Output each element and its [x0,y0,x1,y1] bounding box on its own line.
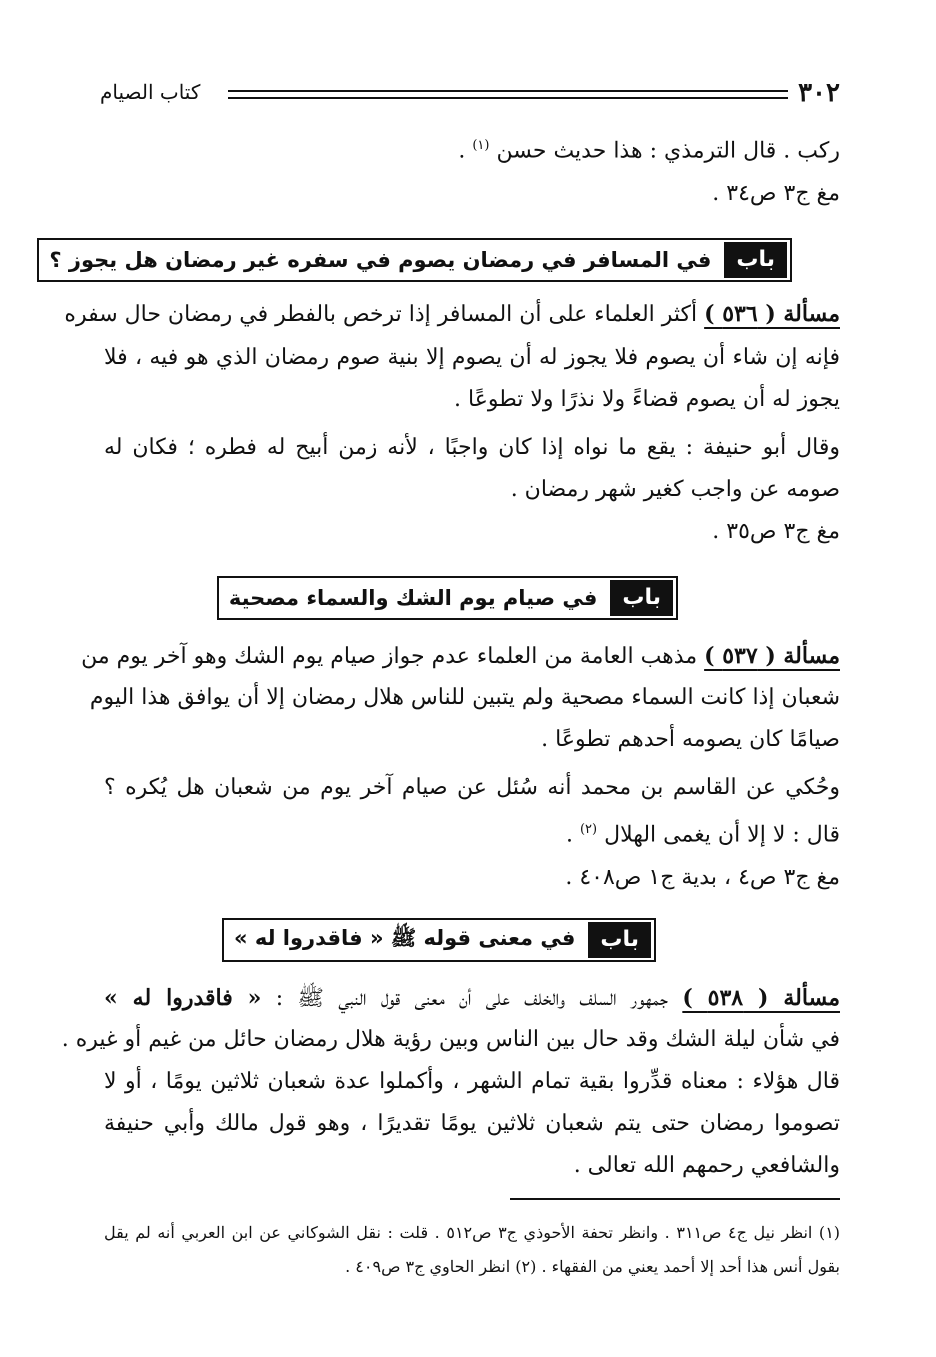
masala-536-line-3: يجوز له أن يصوم قضاءً ولا نذرًا ولا تطوعًا . [454,387,840,412]
chapter-heading-3 [222,918,656,962]
bab-label: باب [610,580,673,616]
qasim-end: . [565,822,573,848]
masala-label: مسألة ( ٥٣٧ ) [704,643,840,669]
masala-538-line-2: في شأن ليلة الشك وقد حال بين الناس وبين رؤية هلال رمضان حائل من غيم أو غيره . [61,1027,840,1052]
chapter-heading-1 [37,238,792,282]
masala-538-line-3: قال هؤلاء : معناه قدِّروا بقية تمام الشهر ، وأكملوا عدة شعبان ثلاثين يومًا ، أو لا [104,1069,840,1094]
intro-line [104,128,840,169]
bab-title: في صيام يوم الشك والسماء مصحية [228,586,598,610]
masala-536-line-2: فإنه إن شاء أن يصوم فلا يجوز له أن يصوم إلا بنية صوم رمضان الذي هو فيه ، فلا [104,345,840,370]
masala-537-line-1 [81,638,840,675]
bab-label: باب [588,922,651,958]
section2-ref: مغ ج٣ ص٤ ، بدية ج١ ص٤٠٨ . [565,865,840,890]
intro-ref: مغ ج٣ ص٣٤ . [712,181,840,206]
chapter-heading-2 [217,576,678,620]
masala-538-line-4: تصوموا رمضان حتى يتم شعبان ثلاثين يومًا تقديرًا ، وهو قول مالك وأبي حنيفة [104,1111,840,1136]
page-number: ٣٠٢ [798,78,840,108]
footnote-line-1: (١) انظر نيل ج٤ ص٣١١ . وانظر تحفة الأحوذي ج٣ ص٥١٢ . قلت : نقل الشوكاني عن ابن العربي أنه لم يقل [104,1223,841,1242]
bab-label: باب [724,242,787,278]
qasim-line-1: وحُكي عن القاسم بن محمد أنه سُئل عن صيام آخر يوم من شعبان هل يُكره ؟ [104,775,840,800]
intro-text: ركب . قال الترمذي : هذا حديث حسن [496,138,840,164]
footnote-marker-1[interactable]: (١) [472,138,490,153]
masala-538-line-5: والشافعي رحمهم الله تعالى . [573,1153,840,1178]
masala-text: أكثر العلماء على أن المسافر إذا ترخص بالفطر في رمضان حال سفره [64,302,698,327]
running-title: كتاب الصيام [100,80,201,104]
bab-title: في معنى قوله ﷺ « فاقدروا له » [233,925,576,950]
footnote-separator [510,1198,840,1200]
header-double-rule [228,90,788,99]
abu-hanifa-line-1: وقال أبو حنيفة : يقع ما نواه إذا كان واجبًا ، لأنه زمن أبيح له فطره ؛ فكان له [104,435,840,460]
masala-label: مسألة ( ٥٣٨ ) [682,985,840,1011]
masala-label: مسألة ( ٥٣٦ ) [704,301,840,327]
masala-538-line-1 [104,980,840,1017]
abu-hanifa-line-2: صومه عن واجب كغير شهر رمضان . [510,477,840,502]
footnote-line-2: بقول أنس هذا أحد إلا أحمد يعني من الفقهاء . (٢) انظر الحاوي ج٣ ص٤٠٩ . [345,1257,840,1276]
qasim-text: قال : لا إلا أن يغمى الهلال [604,822,840,848]
masala-text: مذهب العامة من العلماء عدم جواز صيام يوم الشك وهو آخر يوم من [81,644,698,669]
masala-text: جمهور السلف والخلف على أن معنى قول النبي ﷺ : [275,986,669,1011]
masala-536-line-1 [64,296,840,333]
hadith-quote: « فاقدروا له » [104,985,262,1011]
section1-ref: مغ ج٣ ص٣٥ . [712,519,840,544]
footnote-marker-2[interactable]: (٢) [579,822,598,837]
bab-title: في المسافر في رمضان يصوم في سفره غير رمضان هل يجوز ؟ [49,248,712,272]
masala-537-line-3: صيامًا كان يصومه أحدهم تطوعًا . [541,727,840,752]
intro-end: . [458,138,466,164]
page-header [100,78,840,108]
masala-537-line-2: شعبان إذا كانت السماء مصحية ولم يتبين للناس هلال رمضان إلا أن يوافق هذا اليوم [89,685,840,710]
qasim-line-2 [104,812,840,853]
